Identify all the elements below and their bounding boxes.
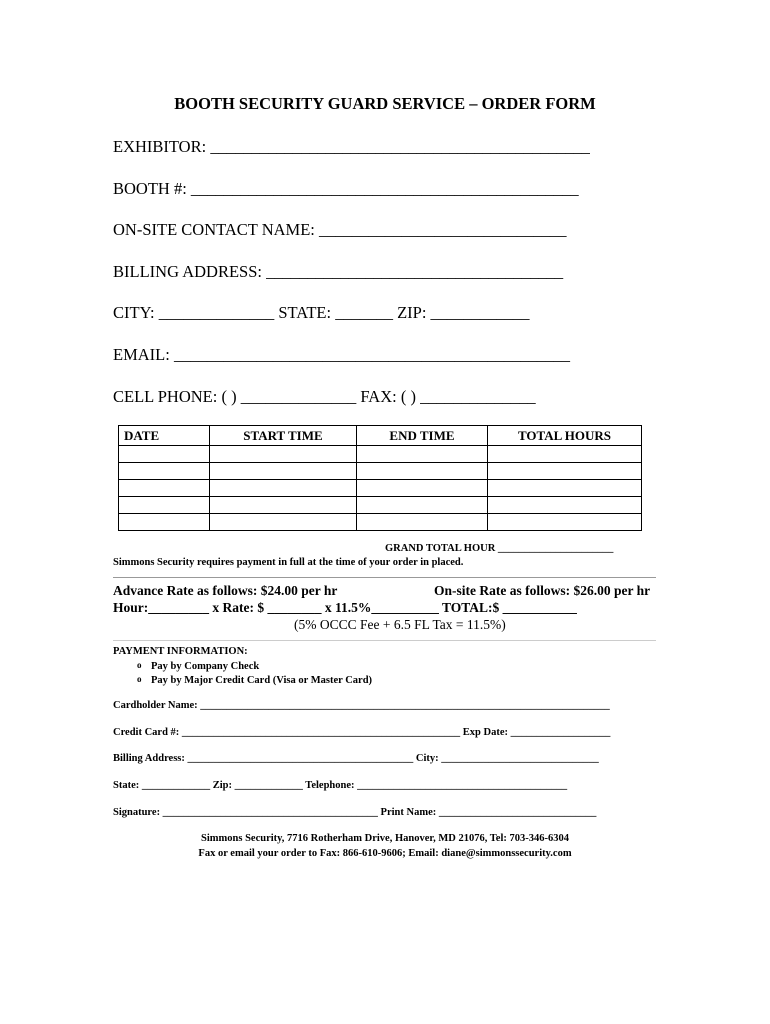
table-cell[interactable] — [119, 463, 210, 480]
payment-option-check[interactable] — [137, 660, 259, 672]
billing-address-field[interactable]: BILLING ADDRESS: ____________________________________ — [113, 262, 564, 281]
footer-address: Simmons Security, 7716 Rotherham Drive, Hanover, MD 21076, Tel: 703-346-6304 — [201, 833, 569, 844]
divider — [113, 577, 656, 578]
table-cell[interactable] — [357, 446, 488, 463]
table-cell[interactable] — [488, 446, 642, 463]
booth-field[interactable]: BOOTH #: _______________________________________________ — [113, 179, 579, 198]
payment-note: Simmons Security requires payment in full at the time of your order in placed. — [113, 557, 464, 568]
table-cell[interactable] — [488, 480, 642, 497]
cardholder-name-field[interactable]: Cardholder Name: ______________________________________________________________________________ — [113, 700, 610, 711]
onsite-rate: On-site Rate as follows: $26.00 per hr — [434, 583, 651, 598]
card-billing-address-field[interactable]: Billing Address: ___________________________________________ City: ______________________________ — [113, 753, 599, 764]
bullet-icon: o — [137, 674, 142, 684]
table-row — [119, 463, 642, 480]
advance-rate: Advance Rate as follows: $24.00 per hr — [113, 583, 338, 598]
table-row — [119, 480, 642, 497]
table-cell[interactable] — [210, 480, 357, 497]
rate-calculation[interactable]: Hour:_________ x Rate: $ ________ x 11.5%__________ TOTAL:$ ___________ — [113, 600, 577, 615]
col-start-time: START TIME — [210, 426, 357, 446]
table-cell[interactable] — [210, 514, 357, 531]
table-cell[interactable] — [210, 463, 357, 480]
table-cell[interactable] — [357, 497, 488, 514]
table-row — [119, 497, 642, 514]
table-cell[interactable] — [210, 497, 357, 514]
col-end-time: END TIME — [357, 426, 488, 446]
table-cell[interactable] — [357, 480, 488, 497]
form-title: BOOTH SECURITY GUARD SERVICE – ORDER FORM — [174, 94, 596, 113]
payment-option-label: Pay by Company Check — [151, 661, 260, 672]
fee-note: (5% OCCC Fee + 6.5 FL Tax = 11.5%) — [294, 617, 506, 632]
payment-option-card[interactable] — [137, 674, 372, 686]
table-cell[interactable] — [488, 463, 642, 480]
table-cell[interactable] — [119, 480, 210, 497]
contact-name-field[interactable]: ON-SITE CONTACT NAME: ______________________________ — [113, 220, 567, 239]
grand-total-field[interactable]: GRAND TOTAL HOUR ______________________ — [385, 543, 614, 554]
table-cell[interactable] — [119, 497, 210, 514]
phone-fax-field[interactable]: CELL PHONE: ( ) ______________ FAX: ( ) ______________ — [113, 387, 536, 406]
table-cell[interactable] — [119, 446, 210, 463]
hours-table-header — [119, 426, 642, 446]
exhibitor-field[interactable]: EXHIBITOR: ______________________________________________ — [113, 137, 590, 156]
table-row — [119, 446, 642, 463]
col-date: DATE — [119, 426, 210, 446]
hours-table — [118, 425, 642, 531]
city-state-zip-field[interactable]: CITY: ______________ STATE: _______ ZIP: ____________ — [113, 303, 530, 322]
signature-field[interactable]: Signature: _________________________________________ Print Name: ______________________________ — [113, 807, 597, 818]
table-cell[interactable] — [488, 497, 642, 514]
table-row — [119, 514, 642, 531]
divider — [113, 640, 656, 641]
table-cell[interactable] — [488, 514, 642, 531]
table-cell[interactable] — [357, 514, 488, 531]
credit-card-field[interactable]: Credit Card #: _____________________________________________________ Exp Date: ___________________ — [113, 727, 611, 738]
state-zip-phone-field[interactable]: State: _____________ Zip: _____________ Telephone: ________________________________________ — [113, 780, 568, 791]
payment-heading: PAYMENT INFORMATION: — [113, 646, 248, 657]
table-cell[interactable] — [210, 446, 357, 463]
table-cell[interactable] — [119, 514, 210, 531]
payment-option-label: Pay by Major Credit Card (Visa or Master Card) — [151, 675, 373, 686]
footer-contact: Fax or email your order to Fax: 866-610-9606; Email: diane@simmonssecurity.com — [198, 848, 572, 859]
bullet-icon: o — [137, 660, 142, 670]
email-field[interactable]: EMAIL: ________________________________________________ — [113, 345, 570, 364]
col-total-hours: TOTAL HOURS — [488, 426, 642, 446]
table-cell[interactable] — [357, 463, 488, 480]
